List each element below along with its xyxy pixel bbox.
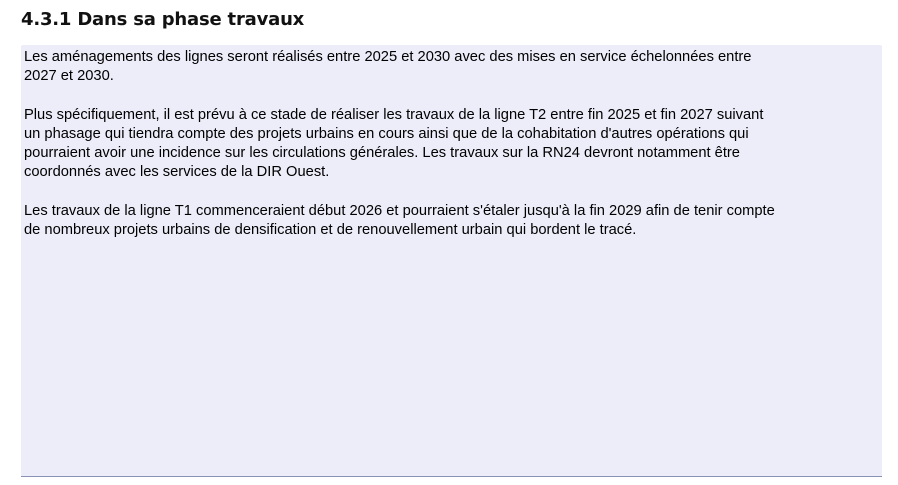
paragraph-calendar: Les aménagements des lignes seront réalisés entre 2025 et 2030 avec des mises en service échelonnées entre 2027 et 2030.	[24, 49, 752, 85]
paragraph-line-t2: Plus spécifiquement, il est prévu à ce stade de réaliser les travaux de la ligne T2 entre fin 2025 et fin 2027 suivant un phasage qui tiendra compte des projets urbains en cours ainsi que de la cohabitation d'autres opérations qui pourraient avoir une incidence sur les circulations générales. Les travaux sur la RN24 devront notamment être coordonnés avec les services de la DIR Ouest.	[24, 106, 764, 181]
response-textarea[interactable]	[21, 45, 882, 477]
section-title: 4.3.1 Dans sa phase travaux	[21, 9, 305, 30]
paragraph-line-t1: Les travaux de la ligne T1 commenceraient début 2026 et pourraient s'étaler jusqu'à la fin 2029 afin de tenir compte de nombreux projets urbains de densification et de renouvellement urbain qui bordent le tracé.	[24, 202, 775, 238]
